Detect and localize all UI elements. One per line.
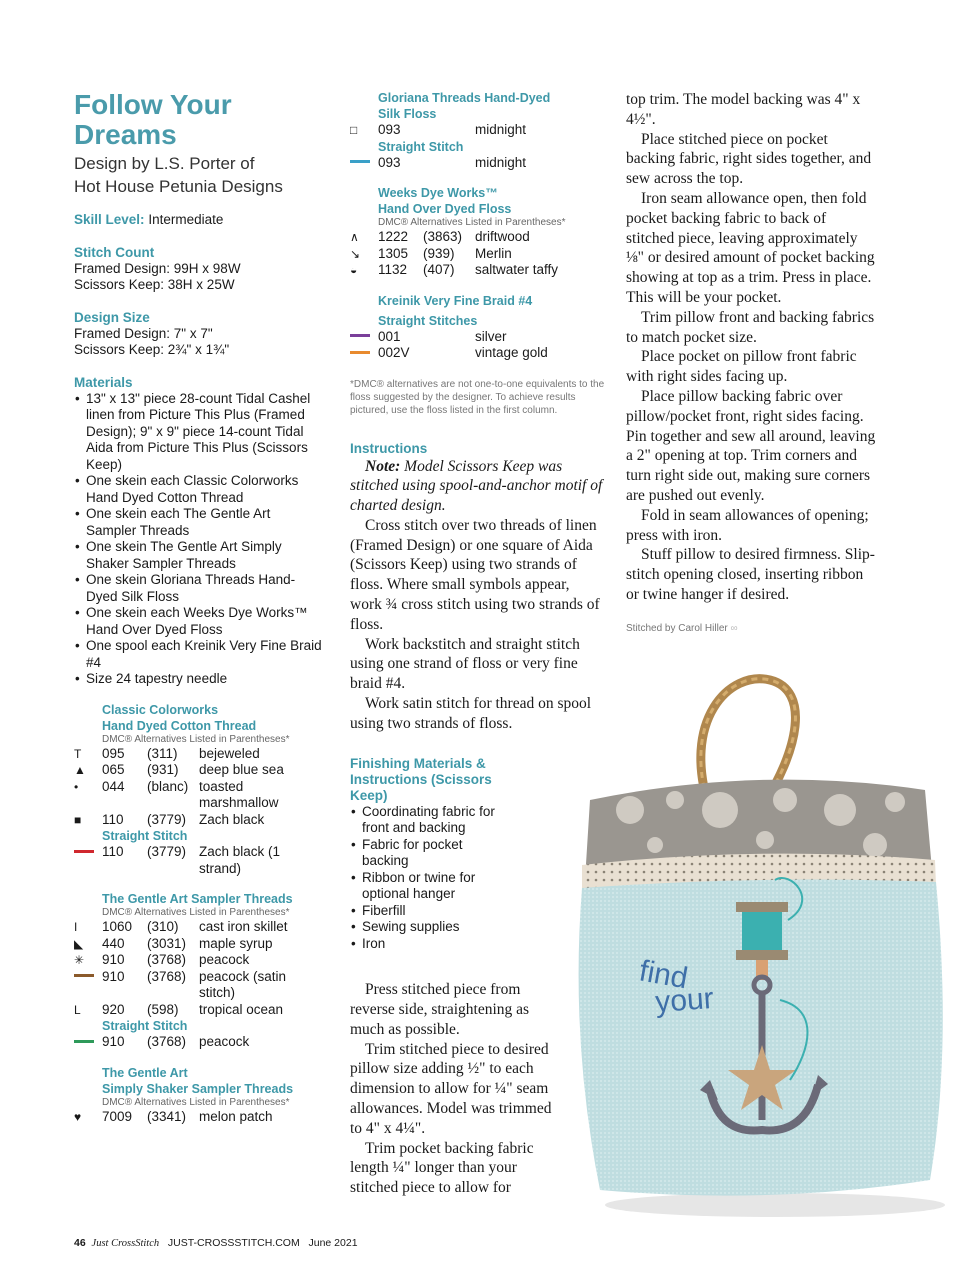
color-name: driftwood [475,229,530,244]
bar-icon: I [74,920,78,934]
materials-section [74,375,324,688]
key-heading: Gloriana Threads Hand-Dyed [378,91,551,105]
list-item: • One skein Gloriana Threads Hand-Dyed Silk Floss [86,572,324,605]
dmc-code: (407) [423,262,455,277]
floss-code: 093 [378,154,401,170]
dmc-code: (931) [147,762,179,777]
paragraph: Iron seam allowance open, then fold pocket backing fabric to back of stitched piece, leaving approximately ⅛" or desired amount of pocket backing showing at top as a trim. Press in place. This will be your pocket. [626,189,875,306]
table-row [350,155,526,172]
floss-code: 001 [378,328,401,344]
signature-icon: ∞ [730,622,738,634]
dmc-code: (310) [147,919,179,934]
list-item: • One skein The Gentle Art Simply Shaker Sampler Threads [86,539,324,572]
floss-code: 093 [378,122,401,137]
key-heading: Weeks Dye Works™ [378,186,498,200]
dmc-code: (3768) [147,1034,187,1049]
materials-heading: Materials [74,374,133,390]
design-size-framed: Framed Design: 7" x 7" [74,325,213,341]
paragraph: Trim pocket backing fabric length ¼" longer than your stitched piece to allow for [350,1139,534,1197]
floss-code: 1060 [102,919,133,934]
paragraph: Work satin stitch for thread on spool using two strands of floss. [350,695,592,732]
key-table [350,155,526,172]
dmc-code: (3779) [147,844,187,859]
dmc-note: DMC® Alternatives Listed in Parentheses* [378,217,566,228]
floss-code: 095 [102,745,125,761]
table-row [74,1002,324,1019]
straight-stitch-heading: Straight Stitch [378,139,464,154]
paragraph: Fold in seam allowances of opening; press with iron. [626,506,869,544]
floss-code: 920 [102,1001,125,1017]
page-title [74,90,324,150]
key-heading: The Gentle Art [102,1065,188,1080]
color-name: melon patch [199,1108,273,1124]
key-table [74,746,324,829]
column-right [626,90,876,634]
floss-code: 910 [102,968,125,984]
table-row [350,329,548,346]
dot-icon: • [74,779,79,794]
key-table [74,919,324,1018]
dmc-note: DMC® Alternatives Listed in Parentheses* [102,1096,290,1108]
open-square-icon: □ [350,123,358,137]
note-label: Note: [365,457,401,475]
key-heading: Simply Shaker Sampler Threads [102,1081,294,1096]
table-row [350,229,558,246]
paragraph: Place pocket on pillow front fabric with right sides facing up. [626,348,857,386]
dmc-code: (3341) [147,1108,187,1124]
table-row [74,779,324,812]
color-name: peacock [199,952,250,967]
table-row [74,969,324,1002]
key-heading: Silk Floss [378,107,437,121]
key-table [74,844,324,877]
table-row [74,952,324,969]
table-row [74,936,324,953]
page-number: 46 [74,1237,86,1249]
key-heading: Kreinik Very Fine Braid #4 [378,293,533,308]
paragraph: Place pillow backing fabric over pillow/pocket front, right sides facing. Pin together and sew all around, leaving a 2" opening at top. Trim corners and turn right side out, making sure corners are pushed out evenly. [626,387,876,504]
color-name: bejeweled [199,745,260,761]
table-row [350,345,548,362]
note-text: Model Scissors Keep was stitched using spool-and-anchor motif of charted design. [350,457,603,515]
color-name: tropical ocean [199,1001,284,1017]
half-circle-icon: ◒ [350,263,358,277]
key-table [74,1034,249,1051]
color-name: maple syrup [199,935,273,951]
key-kreinik [350,293,605,362]
symbol-t-icon: T [74,746,82,761]
dmc-code: (blanc) [147,778,189,794]
key-simply-shaker [74,1065,324,1126]
purple-line-icon [350,334,370,337]
stitched-text-your: your [654,981,715,1019]
floss-code: 002V [378,345,410,360]
website: JUST-CROSSSTITCH.COM [167,1237,300,1249]
stitch-count-section [74,245,324,294]
list-item: • Ribbon or twine for optional hanger [362,870,510,903]
dmc-code: (3863) [423,229,463,244]
table-row [74,746,324,763]
key-heading: Hand Over Dyed Floss [378,202,512,216]
floss-code: 910 [102,1034,125,1049]
triangle-icon: ▲ [74,763,86,777]
color-name: midnight [475,122,527,137]
floss-code: 1222 [378,229,409,244]
color-name: cast iron skillet [199,919,288,934]
list-item: • Fabric for pocket backing [362,837,510,870]
designer-credit [74,152,324,198]
table-row [74,844,324,877]
caret-icon: ∧ [350,230,359,244]
floss-code: 910 [102,952,125,967]
color-name: silver [475,328,507,344]
key-heading: Hand Dyed Cotton Thread [102,718,257,733]
blue-line-icon [350,160,370,163]
page-footer [74,1237,358,1249]
stitched-text-find: find [636,954,691,996]
finishing-list [350,804,510,953]
dmc-code: (3779) [147,811,187,827]
instructions-heading: Instructions [350,440,428,456]
green-line-icon [74,1040,94,1043]
color-name: peacock [199,1034,250,1049]
list-item: • 13" x 13" piece 28-count Tidal Cashel linen from Picture This Plus (Framed Design); 9" x 9" piece 14-count Tidal Aida from Picture This Plus (Scissors Keep) [86,391,324,474]
table-row [74,762,324,779]
finishing-heading: Finishing Materials & Instructions (Scissors Keep) [350,755,492,803]
finishing-text [350,980,555,1198]
issue-date: June 2021 [308,1237,358,1249]
color-name: Zach black [199,811,265,827]
materials-list [74,391,324,688]
color-name: vintage gold [475,345,548,360]
column-left [74,90,324,1125]
floss-code: 044 [102,778,125,794]
scissors-keep-photo [560,660,953,1220]
color-name: peacock (satin stitch) [199,968,287,1000]
dmc-code: (311) [147,745,178,761]
list-item: • One spool each Kreinik Very Fine Braid #4 [86,638,324,671]
list-item: • Iron [362,936,510,953]
list-item: • One skein each The Gentle Art Sampler Threads [86,506,324,539]
color-name: Merlin [475,245,512,261]
floss-code: 110 [102,844,124,859]
paragraph: Place stitched piece on pocket backing fabric, right sides together, and sew across the top. [626,130,872,188]
paragraph: Press stitched piece from reverse side, straightening as much as possible. [350,981,530,1038]
key-table [350,122,526,139]
table-row [350,122,526,139]
list-item: • Fiberfill [362,903,510,920]
table-row [74,812,324,829]
key-table [350,329,548,362]
floss-code: 7009 [102,1108,133,1124]
dmc-code: (3768) [147,952,187,967]
magazine-name: Just CrossStitch [91,1238,160,1249]
floss-code: 1305 [378,245,409,261]
list-item: • One skein each Weeks Dye Works™ Hand Over Dyed Floss [86,605,324,638]
floss-code: 440 [102,935,125,951]
list-item: • Sewing supplies [362,919,510,936]
paragraph: Stuff pillow to desired firmness. Slip-stitch opening closed, inserting ribbon or twine hanger if desired. [626,546,875,603]
design-size-scissors: Scissors Keep: 2¾" x 1¾" [74,342,230,357]
arrow-down-right-icon: ↘ [350,246,361,261]
orange-line-icon [350,351,370,354]
dmc-note: DMC® Alternatives Listed in Parentheses* [102,907,290,918]
design-size-section [74,310,324,359]
skill-label: Skill Level: [74,212,145,227]
title-line-2: Dreams [74,119,177,150]
brown-line-icon [74,974,94,977]
paragraph: Trim pillow front and backing fabrics to match pocket size. [626,308,875,346]
corner-triangle-icon: ◣ [74,936,84,951]
color-name: saltwater taffy [475,262,559,277]
key-classic-colorworks [74,702,324,878]
asterisk-icon: ✳ [74,953,85,967]
list-item: • One skein each Classic Colorworks Hand Dyed Cotton Thread [86,473,324,506]
heart-icon: ♥ [74,1109,82,1124]
design-size-heading: Design Size [74,309,150,325]
dmc-code: (3768) [147,968,187,984]
dmc-code: (3031) [147,935,187,951]
stitch-count-framed: Framed Design: 99H x 98W [74,260,241,276]
straight-stitch-heading: Straight Stitch [102,829,188,843]
stitch-count-heading: Stitch Count [74,244,155,260]
straight-stitch-heading: Straight Stitches [378,313,478,328]
stitched-by-credit [626,623,876,634]
paragraph: top trim. The model backing was 4" x 4½". [626,91,861,128]
finishing-section [350,756,510,953]
designer-line-1: Design by L.S. Porter of [74,154,255,173]
key-heading: The Gentle Art Sampler Threads [102,892,293,906]
skill-value: Intermediate [148,212,224,227]
designer-line-2: Hot House Petunia Designs [74,177,283,196]
l-icon: L [74,1002,81,1017]
dmc-note: DMC® Alternatives Listed in Parentheses* [102,733,290,745]
list-item: • Coordinating fabric for front and backing [362,804,510,837]
dmc-disclaimer: *DMC® alternatives are not one-to-one equivalents to the floss suggested by the designer. To achieve results pictured, use the floss listed in the first column. [350,378,605,416]
list-item: • Size 24 tapestry needle [86,671,324,688]
floss-code: 1132 [378,262,408,277]
table-row [350,262,558,279]
key-gentle-art [74,891,324,1051]
straight-stitch-heading: Straight Stitch [102,1019,188,1033]
title-line-1: Follow Your [74,89,232,120]
table-row [350,246,558,263]
paragraph: Cross stitch over two threads of linen (Framed Design) or one square of Aida (Scissors Keep) using two strands of floss. Where small symbols appear, work ¾ cross stitch using two strands of floss. [350,516,600,633]
credit-text: Stitched by Carol Hiller [626,622,728,634]
table-row [74,919,324,936]
instructions-note [350,457,605,516]
key-table [350,229,558,279]
dmc-code: (598) [147,1001,179,1017]
color-name: toasted marshmallow [199,778,279,810]
dmc-code: (939) [423,245,455,261]
color-name: midnight [475,154,527,170]
red-line-icon [74,850,94,853]
floss-code: 065 [102,762,125,777]
thread-spool [742,912,782,950]
square-icon: ■ [74,812,82,827]
table-row [74,1109,273,1126]
key-weeks-dye-works [350,185,605,279]
stitch-count-scissors: Scissors Keep: 38H x 25W [74,277,235,292]
color-name: deep blue sea [199,762,284,777]
floss-code: 110 [102,811,124,827]
key-table [74,1109,273,1126]
skill-level [74,212,324,229]
key-gloriana [350,90,605,171]
key-heading: Classic Colorworks [102,702,219,717]
color-name: Zach black (1 strand) [199,844,281,876]
paragraph: Trim stitched piece to desired pillow size adding ½" to each dimension to allow for ¼" seam allowances. Model was trimmed to 4" x 4¼". [350,1040,552,1137]
table-row [74,1034,249,1051]
paragraph: Work backstitch and straight stitch using one strand of floss or very fine braid #4. [350,635,580,693]
